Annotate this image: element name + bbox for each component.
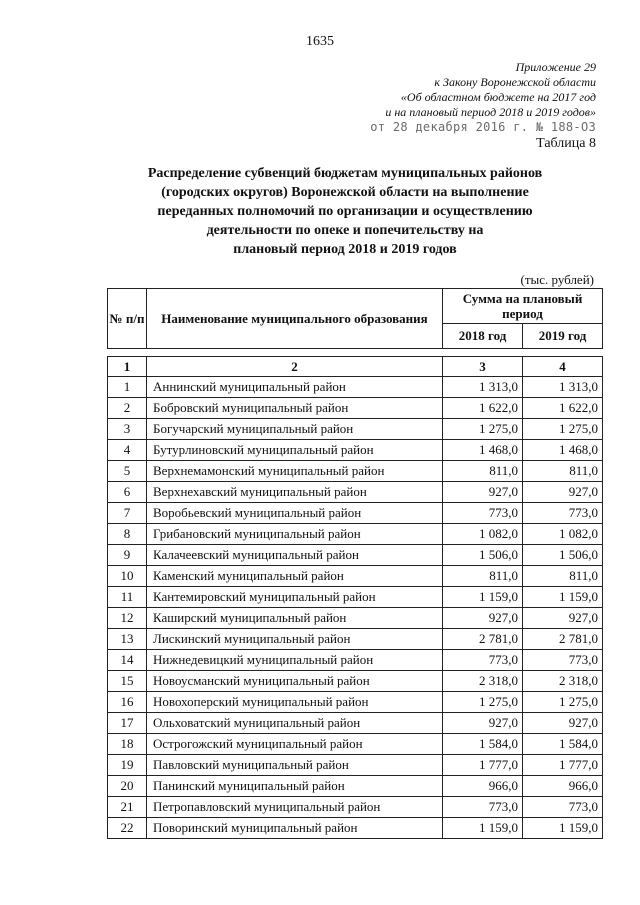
- row-value-2018: 1 584,0: [443, 734, 523, 755]
- header-sum: Сумма на плановый период: [443, 289, 603, 324]
- table-row: [108, 503, 603, 524]
- table-gap-row: [108, 349, 603, 357]
- appendix-line: и на плановый период 2018 и 2019 годов»: [385, 105, 596, 119]
- row-value-2019: 1 313,0: [523, 377, 603, 398]
- row-name: Аннинский муниципальный район: [147, 377, 443, 398]
- row-number: 10: [108, 566, 147, 587]
- row-name: Богучарский муниципальный район: [147, 419, 443, 440]
- header-year-2018: 2018 год: [443, 324, 523, 349]
- header-num: № п/п: [108, 289, 147, 349]
- row-value-2018: 773,0: [443, 650, 523, 671]
- row-value-2018: 773,0: [443, 503, 523, 524]
- row-name: Верхнемамонский муниципальный район: [147, 461, 443, 482]
- row-value-2018: 927,0: [443, 713, 523, 734]
- table-row: [108, 692, 603, 713]
- row-value-2018: 1 468,0: [443, 440, 523, 461]
- row-value-2019: 773,0: [523, 650, 603, 671]
- row-number: 13: [108, 629, 147, 650]
- table-row: [108, 398, 603, 419]
- table-row: [108, 419, 603, 440]
- column-index: 3: [443, 357, 523, 377]
- table-row: [108, 755, 603, 776]
- row-number: 3: [108, 419, 147, 440]
- table-row: [108, 734, 603, 755]
- row-value-2018: 811,0: [443, 461, 523, 482]
- row-value-2019: 1 584,0: [523, 734, 603, 755]
- row-value-2018: 2 318,0: [443, 671, 523, 692]
- column-index-row: [108, 357, 603, 377]
- table-row: [108, 482, 603, 503]
- row-value-2018: 1 275,0: [443, 419, 523, 440]
- row-value-2018: 1 313,0: [443, 377, 523, 398]
- row-value-2019: 2 781,0: [523, 629, 603, 650]
- row-value-2019: 927,0: [523, 713, 603, 734]
- row-name: Верхнехавский муниципальный район: [147, 482, 443, 503]
- title-line: (городских округов) Воронежской области на выполнение: [161, 185, 529, 200]
- table-row: [108, 650, 603, 671]
- row-value-2019: 1 468,0: [523, 440, 603, 461]
- row-number: 1: [108, 377, 147, 398]
- table-row: [108, 776, 603, 797]
- row-name: Павловский муниципальный район: [147, 755, 443, 776]
- row-name: Каменский муниципальный район: [147, 566, 443, 587]
- row-value-2018: 2 781,0: [443, 629, 523, 650]
- title-line: переданных полномочий по организации и осуществлению: [157, 204, 533, 219]
- table-row: [108, 566, 603, 587]
- row-value-2019: 966,0: [523, 776, 603, 797]
- row-value-2018: 811,0: [443, 566, 523, 587]
- table-row: [108, 461, 603, 482]
- row-number: 6: [108, 482, 147, 503]
- table-label: Таблица 8: [536, 136, 596, 151]
- row-number: 14: [108, 650, 147, 671]
- row-name: Панинский муниципальный район: [147, 776, 443, 797]
- row-value-2019: 1 622,0: [523, 398, 603, 419]
- row-name: Новоусманский муниципальный район: [147, 671, 443, 692]
- row-number: 20: [108, 776, 147, 797]
- title-line: плановый период 2018 и 2019 годов: [233, 242, 457, 257]
- row-name: Петропавловский муниципальный район: [147, 797, 443, 818]
- appendix-line: к Закону Воронежской области: [434, 75, 596, 89]
- row-name: Ольховатский муниципальный район: [147, 713, 443, 734]
- row-value-2019: 1 082,0: [523, 524, 603, 545]
- row-value-2018: 1 082,0: [443, 524, 523, 545]
- row-value-2018: 1 159,0: [443, 587, 523, 608]
- row-name: Калачеевский муниципальный район: [147, 545, 443, 566]
- column-index: 4: [523, 357, 603, 377]
- title-line: Распределение субвенций бюджетам муниципальных районов: [147, 166, 543, 181]
- column-index: 1: [108, 357, 147, 377]
- row-value-2018: 966,0: [443, 776, 523, 797]
- row-value-2018: 927,0: [443, 482, 523, 503]
- row-number: 8: [108, 524, 147, 545]
- page-number: 1635: [306, 34, 334, 49]
- row-value-2019: 811,0: [523, 566, 603, 587]
- title-line: деятельности по опеке и попечительству на: [206, 223, 484, 238]
- row-name: Поворинский муниципальный район: [147, 818, 443, 839]
- row-number: 22: [108, 818, 147, 839]
- row-number: 12: [108, 608, 147, 629]
- subvention-table: [107, 288, 603, 839]
- row-value-2019: 1 159,0: [523, 818, 603, 839]
- row-number: 15: [108, 671, 147, 692]
- row-value-2019: 927,0: [523, 608, 603, 629]
- table-row: [108, 440, 603, 461]
- table-row: [108, 377, 603, 398]
- row-number: 2: [108, 398, 147, 419]
- row-number: 5: [108, 461, 147, 482]
- row-number: 11: [108, 587, 147, 608]
- row-value-2019: 1 159,0: [523, 587, 603, 608]
- row-number: 17: [108, 713, 147, 734]
- row-name: Новохоперский муниципальный район: [147, 692, 443, 713]
- appendix-line: Приложение 29: [515, 60, 596, 74]
- row-number: 4: [108, 440, 147, 461]
- row-value-2018: 1 275,0: [443, 692, 523, 713]
- row-value-2018: 1 159,0: [443, 818, 523, 839]
- row-number: 9: [108, 545, 147, 566]
- row-name: Кантемировский муниципальный район: [147, 587, 443, 608]
- row-name: Острогожский муниципальный район: [147, 734, 443, 755]
- row-number: 21: [108, 797, 147, 818]
- table-row: [108, 797, 603, 818]
- document-title: [110, 164, 580, 259]
- table-row: [108, 524, 603, 545]
- row-number: 19: [108, 755, 147, 776]
- row-value-2019: 811,0: [523, 461, 603, 482]
- row-number: 7: [108, 503, 147, 524]
- row-name: Нижнедевицкий муниципальный район: [147, 650, 443, 671]
- row-value-2018: 773,0: [443, 797, 523, 818]
- row-name: Воробьевский муниципальный район: [147, 503, 443, 524]
- row-value-2018: 1 506,0: [443, 545, 523, 566]
- table-row: [108, 587, 603, 608]
- row-value-2019: 927,0: [523, 482, 603, 503]
- law-date-stamp: от 28 декабря 2016 г. № 188-ОЗ: [370, 120, 596, 134]
- table-row: [108, 818, 603, 839]
- header-name: Наименование муниципального образования: [147, 289, 443, 349]
- row-name: Бобровский муниципальный район: [147, 398, 443, 419]
- units-label: (тыс. рублей): [520, 272, 594, 287]
- table-row: [108, 629, 603, 650]
- row-name: Грибановский муниципальный район: [147, 524, 443, 545]
- column-index: 2: [147, 357, 443, 377]
- row-number: 18: [108, 734, 147, 755]
- appendix-line: «Об областном бюджете на 2017 год: [400, 90, 596, 104]
- table-row: [108, 608, 603, 629]
- row-name: Лискинский муниципальный район: [147, 629, 443, 650]
- row-value-2019: 1 275,0: [523, 692, 603, 713]
- row-value-2019: 1 777,0: [523, 755, 603, 776]
- table-row: [108, 545, 603, 566]
- row-value-2019: 1 275,0: [523, 419, 603, 440]
- row-number: 16: [108, 692, 147, 713]
- row-value-2018: 927,0: [443, 608, 523, 629]
- table-row: [108, 671, 603, 692]
- row-name: Бутурлиновский муниципальный район: [147, 440, 443, 461]
- row-value-2018: 1 622,0: [443, 398, 523, 419]
- appendix-note: [385, 60, 596, 120]
- row-value-2018: 1 777,0: [443, 755, 523, 776]
- header-year-2019: 2019 год: [523, 324, 603, 349]
- row-name: Каширский муниципальный район: [147, 608, 443, 629]
- row-value-2019: 1 506,0: [523, 545, 603, 566]
- row-value-2019: 773,0: [523, 797, 603, 818]
- table-body: [108, 349, 603, 839]
- row-value-2019: 773,0: [523, 503, 603, 524]
- table-row: [108, 713, 603, 734]
- row-value-2019: 2 318,0: [523, 671, 603, 692]
